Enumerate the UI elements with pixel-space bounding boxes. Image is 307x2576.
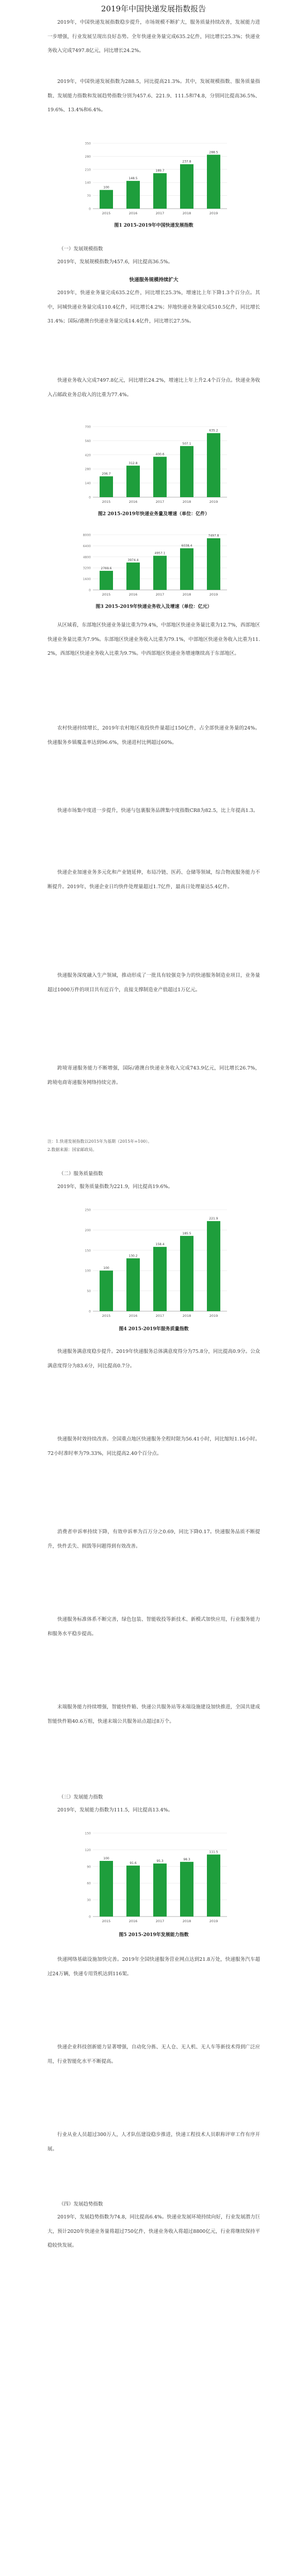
figure4-title: 图4 2015-2019年服务质量指数 bbox=[119, 1327, 189, 1332]
data-label: 206.7 bbox=[102, 472, 111, 476]
x-tick-label: 2017 bbox=[155, 592, 165, 597]
bar bbox=[207, 538, 220, 590]
data-label: 100 bbox=[103, 1266, 109, 1270]
data-label: 100 bbox=[103, 185, 109, 190]
x-tick-label: 2019 bbox=[209, 1314, 218, 1318]
data-label: 400.6 bbox=[155, 452, 165, 456]
document-title: 2019年中国快递发展指数报告 bbox=[101, 4, 206, 13]
y-tick-label: 100 bbox=[85, 1269, 91, 1273]
quality-paragraph: 快递服务标准体系不断完善，绿色包装、智能收投等新技术、新模式加快应用，行业服务能力和服务水平稳步提高。 bbox=[47, 1617, 260, 1637]
section3-paragraph: 2019年，发展能力指数为111.5，同比提高13.4%。 bbox=[57, 1807, 173, 1813]
bar bbox=[100, 1861, 113, 1917]
bar bbox=[207, 1221, 220, 1311]
data-label: 288.5 bbox=[209, 150, 218, 155]
data-label: 6038.4 bbox=[181, 544, 192, 548]
quality-paragraph: 末端服务能力持续增强，智能快件箱、快递公共服务站等末端设施建设加快推进，全国共建成智能快件箱40.6万组，快递末端公共服务站点超过8万个。 bbox=[47, 1704, 260, 1724]
figure3-title: 图3 2015-2019年快递业务收入及增速（单位：亿元） bbox=[95, 604, 212, 609]
y-tick-label: 70 bbox=[87, 194, 91, 198]
bar bbox=[207, 433, 220, 497]
figure5-title: 图5 2015-2019年发展能力指数 bbox=[119, 1933, 189, 1938]
data-label: 91.6 bbox=[130, 1861, 137, 1866]
quality-paragraph: 快递服务满意度稳步提升。2019年快递服务总体满意度得分为75.8分，同比提高0.9分。公众满意度得分为83.6分，同比提高0.7分。 bbox=[47, 1349, 260, 1369]
y-tick-label: 30 bbox=[87, 1899, 91, 1903]
x-tick-label: 2018 bbox=[182, 1314, 191, 1318]
x-tick-label: 2019 bbox=[209, 592, 218, 597]
market-paragraph: 跨境寄递服务能力不断增强，国际/港澳台快递业务收入完成743.9亿元，同比增长26.7%，跨境电商寄递服务网络持续完善。 bbox=[47, 1065, 260, 1086]
data-label: 635.2 bbox=[209, 429, 218, 433]
y-tick-label: 8000 bbox=[83, 533, 91, 537]
y-tick-label: 0 bbox=[89, 496, 91, 500]
y-tick-label: 0 bbox=[89, 1310, 91, 1314]
subsection1-paragraph: 快递业务收入完成7497.8亿元，同比增长24.2%，增速比上年上升2.4个百分点。快递业务收入占邮政业务总收入的比重为77.4%。 bbox=[47, 378, 260, 398]
capacity-paragraph: 快递企业科技创新能力显著增强，自动化分拣、无人仓、无人机、无人车等新技术得到广泛应用，行业智能化水平不断提高。 bbox=[47, 2044, 260, 2064]
bar bbox=[100, 477, 113, 497]
section4-paragraph: 2019年，发展趋势指数为74.8，同比提高6.4%。快递业发展环境持续向好，行业发展潜力巨大，预计2020年快递业务量将超过750亿件，快递业务收入将超过8800亿元，行业将继续保持平稳较快发展。 bbox=[47, 2214, 260, 2248]
bar bbox=[100, 1270, 113, 1311]
y-tick-label: 150 bbox=[85, 1249, 91, 1253]
y-tick-label: 280 bbox=[85, 155, 91, 159]
y-tick-label: 1600 bbox=[83, 578, 91, 582]
bar bbox=[153, 556, 167, 590]
y-tick-label: 150 bbox=[85, 1832, 91, 1836]
subsection1-paragraph: 2019年，快递业务量完成635.2亿件，同比增长25.3%，增速比上年下降1.3个百分点。其中，同城快递业务量完成110.4亿件，同比增长4.2%；异地快递业务量完成510.5亿件，同比增长31.4%；国际/港澳台快递业务量完成14.4亿件，同比增长27.5%。 bbox=[47, 290, 260, 324]
x-tick-label: 2015 bbox=[102, 211, 111, 215]
market-paragraph: 快递服务深度融入生产领域，推动形成了一批具有较强竞争力的快递服务制造业项目，业务量超过1000万件的项目共有近百个，直接支撑制造业产值超过1万亿元。 bbox=[47, 973, 260, 993]
bar bbox=[180, 164, 193, 209]
data-label: 237.8 bbox=[182, 160, 191, 164]
bar bbox=[180, 446, 193, 497]
x-tick-label: 2016 bbox=[128, 500, 138, 504]
data-label: 95.3 bbox=[156, 1859, 164, 1863]
bar bbox=[180, 1236, 193, 1311]
y-tick-label: 280 bbox=[85, 467, 91, 471]
x-tick-label: 2019 bbox=[209, 500, 218, 504]
bar bbox=[100, 190, 113, 209]
x-tick-label: 2015 bbox=[102, 500, 111, 504]
y-tick-label: 6400 bbox=[83, 544, 91, 548]
data-label: 185.5 bbox=[182, 1231, 191, 1235]
x-tick-label: 2018 bbox=[182, 1919, 191, 1923]
y-tick-label: 0 bbox=[89, 207, 91, 211]
bar bbox=[153, 1247, 167, 1311]
x-tick-label: 2017 bbox=[155, 211, 165, 215]
section1-heading: （一）发展规模指数 bbox=[59, 246, 103, 252]
x-tick-label: 2017 bbox=[155, 1314, 165, 1318]
data-label: 158.4 bbox=[155, 1243, 165, 1247]
figure4-chart bbox=[77, 1200, 232, 1321]
y-tick-label: 210 bbox=[85, 168, 91, 172]
y-tick-label: 60 bbox=[87, 1882, 91, 1886]
data-label: 312.8 bbox=[128, 461, 138, 465]
x-tick-label: 2016 bbox=[128, 211, 138, 215]
y-tick-label: 700 bbox=[85, 425, 91, 429]
x-tick-label: 2016 bbox=[128, 1314, 138, 1318]
data-label: 98.3 bbox=[183, 1857, 190, 1861]
section4-heading: （四）发展趋势指数 bbox=[59, 2201, 103, 2207]
capacity-paragraph: 快递网络基础设施加快完善。2019年全国快递服务营业网点达到21.8万处，快递服务汽车超过24万辆，快递专用货机达到116架。 bbox=[47, 1957, 260, 1977]
section2-heading: （二）服务质量指数 bbox=[59, 1171, 103, 1177]
data-label: 130.2 bbox=[128, 1254, 138, 1258]
y-tick-label: 0 bbox=[89, 1915, 91, 1919]
bar bbox=[153, 173, 167, 209]
figure1-chart bbox=[77, 134, 232, 219]
x-tick-label: 2017 bbox=[155, 1919, 165, 1923]
figure3-chart bbox=[77, 526, 232, 600]
quality-paragraph: 快递服务时效持续改善。全国重点地区快递服务全程时限为56.41小时，同比缩短1.16小时。72小时准时率为79.33%，同比提高2.40个百分点。 bbox=[47, 1436, 260, 1456]
bar bbox=[126, 181, 140, 209]
market-paragraph: 快递市场集中度进一步提升，快递与包裹服务品牌集中度指数CR8为82.5，比上年提高1.3。 bbox=[57, 808, 258, 814]
y-tick-label: 200 bbox=[85, 1228, 91, 1232]
y-tick-label: 3200 bbox=[83, 566, 91, 570]
y-tick-label: 140 bbox=[85, 482, 91, 486]
data-label: 189.7 bbox=[155, 169, 165, 173]
data-label: 4957.1 bbox=[154, 551, 166, 555]
bar bbox=[126, 1258, 140, 1311]
figure2-title: 图2 2015-2019年快递业务量及增速（单位：亿件） bbox=[98, 512, 210, 517]
y-tick-label: 350 bbox=[85, 142, 91, 146]
note-line: 2.数据来源：国家邮政局。 bbox=[47, 1147, 97, 1152]
subsection2-paragraph: 从区域看，东部地区快递业务量比重为79.4%，中部地区快递业务量比重为12.7%，西部地区快递业务量比重为7.9%。东部地区快递业务收入比重为79.1%，中部地区快递业务收入比重为11.2%，西部地区快递业务收入比重为9.7%。中西部地区快递业务增速继续高于东部地区。 bbox=[47, 622, 260, 656]
bar bbox=[100, 571, 113, 590]
bar bbox=[180, 1862, 193, 1917]
figure2-chart bbox=[77, 417, 232, 507]
bar bbox=[207, 155, 220, 209]
y-tick-label: 560 bbox=[85, 439, 91, 443]
data-label: 3974.4 bbox=[127, 558, 139, 562]
y-tick-label: 140 bbox=[85, 181, 91, 185]
section3-heading: （三）发展能力指数 bbox=[59, 1794, 103, 1800]
data-label: 111.5 bbox=[209, 1850, 218, 1854]
data-label: 7497.8 bbox=[208, 534, 219, 538]
y-tick-label: 420 bbox=[85, 453, 91, 457]
y-tick-label: 90 bbox=[87, 1865, 91, 1869]
data-label: 221.9 bbox=[209, 1217, 218, 1221]
x-tick-label: 2018 bbox=[182, 500, 191, 504]
x-tick-label: 2018 bbox=[182, 592, 191, 597]
figure5-chart bbox=[77, 1824, 232, 1927]
x-tick-label: 2016 bbox=[128, 1919, 138, 1923]
capacity-paragraph: 行业从业人员超过300万人，人才队伍建设稳步推进，快递工程技术人员职称评审工作有序开展。 bbox=[47, 2132, 260, 2152]
figure1-title: 图1 2015-2019年中国快递发展指数 bbox=[114, 223, 193, 228]
y-tick-label: 50 bbox=[87, 1290, 91, 1294]
x-tick-label: 2015 bbox=[102, 1919, 111, 1923]
data-label: 507.1 bbox=[182, 442, 191, 446]
market-paragraph: 快递企业加速业务多元化和产业链延伸，布局冷链、医药、仓储等领域，综合物流服务能力不断提升。2019年，快递企业日均快件处理量超过1.7亿件，最高日处理量达5.4亿件。 bbox=[47, 870, 260, 890]
quality-paragraph: 消费者申诉率持续下降，有效申诉率为百万分之0.69，同比下降0.17。快递服务品质不断提升，快件丢失、损毁等问题得到有效改善。 bbox=[47, 1529, 260, 1549]
x-tick-label: 2015 bbox=[102, 1314, 111, 1318]
section1-paragraph: 2019年，发展规模指数为457.6，同比提高36.5%。 bbox=[57, 259, 173, 265]
y-tick-label: 120 bbox=[85, 1848, 91, 1852]
x-tick-label: 2015 bbox=[102, 592, 111, 597]
x-tick-label: 2019 bbox=[209, 1919, 218, 1923]
bar bbox=[126, 563, 140, 590]
x-tick-label: 2017 bbox=[155, 500, 165, 504]
x-tick-label: 2018 bbox=[182, 211, 191, 215]
bar bbox=[126, 466, 140, 497]
note-line: 注：1.快递发展指数以2015年为基期（2015年=100）。 bbox=[47, 1139, 152, 1144]
bar bbox=[153, 1863, 167, 1917]
subsection1-title: 快递服务规模持续扩大 bbox=[129, 277, 179, 283]
data-label: 148.5 bbox=[128, 177, 138, 181]
data-label: 2769.6 bbox=[101, 566, 112, 570]
bar bbox=[207, 1855, 220, 1917]
subsection2-paragraph: 农村快递持续增长，2019年农村地区收投快件量超过150亿件，占全部快递业务量的24%。快递服务乡镇覆盖率达到96.6%，快递进村比例超过60%。 bbox=[47, 725, 260, 745]
section2-paragraph: 2019年，服务质量指数为221.9，同比提高19.6%。 bbox=[57, 1184, 173, 1190]
x-tick-label: 2019 bbox=[209, 211, 218, 215]
y-tick-label: 0 bbox=[89, 588, 91, 592]
bar bbox=[126, 1866, 140, 1917]
intro-paragraph: 2019年，中国快递发展指数为288.5，同比提高21.3%。其中，发展规模指数、服务质量指数、发展能力指数和发展趋势指数分别为457.6、221.9、111.5和74.8，分别同比提高36.5%、19.6%、13.4%和6.4%。 bbox=[47, 79, 260, 113]
intro-paragraph: 2019年，中国快递发展指数稳步提升，市场规模不断扩大，服务质量持续改善，发展能力进一步增强，行业发展呈现出良好态势。全年快递业务量完成635.2亿件，同比增长25.3%；快递业务收入完成7497.8亿元，同比增长24.2%。 bbox=[47, 20, 260, 54]
y-tick-label: 250 bbox=[85, 1208, 91, 1212]
bar bbox=[153, 457, 167, 497]
y-tick-label: 4800 bbox=[83, 555, 91, 560]
x-tick-label: 2016 bbox=[128, 592, 138, 597]
bar bbox=[180, 548, 193, 590]
data-label: 100 bbox=[103, 1857, 109, 1860]
